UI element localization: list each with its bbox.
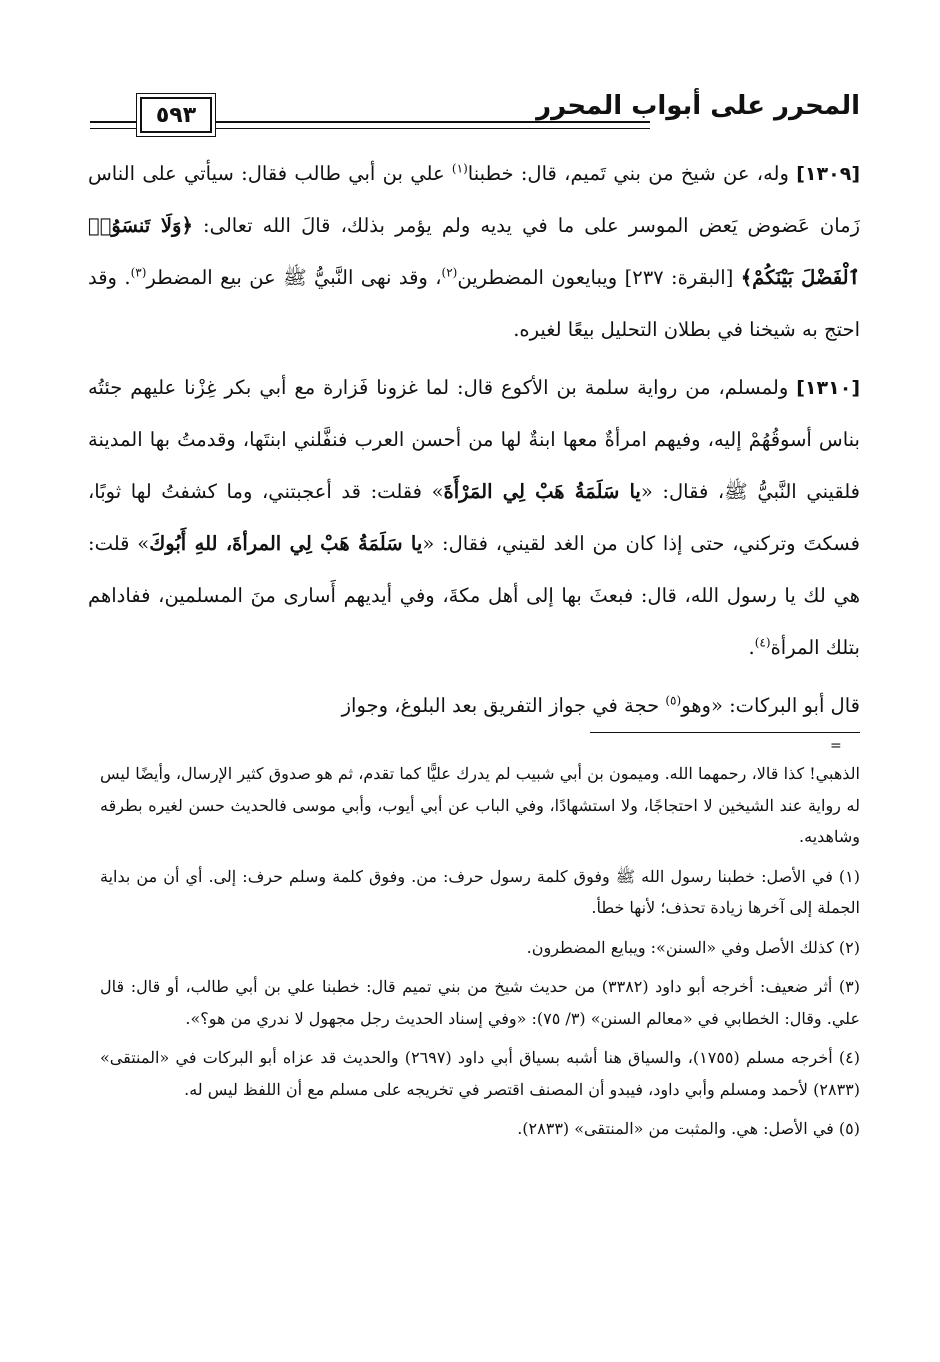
quran-quote: ﴿وَلَا تَنسَوُا۟ ٱلْفَضْلَ بَيْنَكُمْ﴾ [88,214,860,289]
barakat-paragraph [88,680,860,732]
running-title: المحرر على أبواب المحرر [536,91,860,121]
footnote-ref: (٣) [130,265,147,280]
footnote-ref: (٤) [754,635,771,650]
footnote-1: (١) في الأصل: خطبنا رسول الله ﷺ وفوق كلمة رسول حرف: من. وفوق كلمة وسلم حرف: إلى. أي أن من بداية الجملة إلى آخرها زيادة تحذف؛ لأنها خطأ. [100,866,861,917]
footnote-ref: (٢) [441,265,458,280]
footnote-separator [590,732,860,733]
text-segment: ولمسلم، من رواية سلمة بن الأكوع قال: لما غزونا فَزارة مع أبي بكر غِزْنا عليهم جئتُه بناس أسوقُهُمْ إليه، وفيهم امرأةٌ معها ابنةٌ لها من أحسن العرب فنفَّلني ابنتَها، وقدمتُ بها المدينة فلقيني النَّبيُّ ﷺ، فقال: « [88,376,860,503]
footnote-4: (٤) أخرجه مسلم (١٧٥٥)، والسياق هنا أشبه بسياق أبي داود (٢٦٩٧) والحديث قد عزاه أبو البركات في «المنتقى» (٢٨٣٣) لأحمد ومسلم وأبي داود، فيبدو أن المصنف اقتصر في تخريجه على مسلم مع أن اللفظ ليس له. [100,1048,860,1099]
footnote-continuation: الذهبي! كذا قالا، رحمهما الله. وميمون بن أبي شبيب لم يدرك عليًّا كما تقدم، ثم هو صدوق كثير الإرسال، وأيضًا ليس له رواية عند الشيخين لا احتجاجًا، ولا استشهادًا، وفي الباب عن أبي أيوب، وأبي موسى فالحديث حسن لغيره بطرقه وشاهديه. [100,764,860,846]
text-segment: حجة في جواز التفريق بعد البلوغ، وجواز [341,694,666,717]
continuation-mark: = [830,738,842,754]
page-header [90,85,860,135]
text-segment: علي بن أبي طالب فقال: سيأتي على الناس زَمان عَضوض يَعض الموسر على ما في يديه ولم يؤمر بذلك، قالَ الله تعالى: [88,162,861,237]
text-segment: وله، عن شيخ من بني تَميم، قال: خطبنا [467,162,797,185]
footnote-3: (٣) أثر ضعيف: أخرجه أبو داود (٣٣٨٢) من حديث شيخ من بني تميم قال: خطبنا علي بن أبي طالب، أو قال: قال علي. وقال: الخطابي في «معالم السنن» (٣/ ٧٥): «وفي إسناد الحديث رجل مجهول لا ندري من هو؟». [100,977,860,1028]
hadith-1309 [88,148,860,356]
text-segment: ، وقد نهى النَّبيُّ ﷺ عن بيع المضطر [146,266,442,289]
text-segment: » فقلت: قد أعجبتني، وما كشفتُ لها ثوبًا، فسكتَ وتركني، حتى إذا كان من الغد لقيني، فقال: « [88,480,860,555]
hadith-number: [١٣١٠] [796,377,860,399]
page-number: ٥٩٣ [140,97,212,133]
text-segment: . [748,636,755,659]
footnote-ref: (٥) [665,693,682,708]
footnotes [100,758,860,1153]
prophet-quote: يا سَلَمَةُ هَبْ لِي المَرْأَةَ [443,480,641,503]
main-text [88,148,860,738]
footnote-ref: (١) [451,161,468,176]
footnote-5: (٥) في الأصل: هي. والمثبت من «المنتقى» (٢٨٣٣). [517,1119,860,1138]
hadith-1310 [88,362,860,674]
prophet-quote: يا سَلَمَةُ هَبْ لِي المرأةَ، للهِ أَبُوكَ [149,532,423,555]
text-segment: » قلت: هي لك يا رسول الله، قال: فبعثَ بها إلى أهل مكةَ، وفي أيديهم أَسارى منَ المسلمين، ففاداهم بتلك المرأة [88,532,860,659]
text-segment: . وقد احتج به شيخنا في بطلان التحليل بيعًا لغيره. [88,266,860,341]
text-segment: قال أبو البركات: «وهو [681,694,860,717]
text-segment: [البقرة: ٢٣٧] ويبايعون المضطرين [457,266,741,289]
hadith-number: [١٣٠٩] [796,163,860,185]
footnote-2: (٢) كذلك الأصل وفي «السنن»: ويبايع المضطرون. [526,937,860,957]
